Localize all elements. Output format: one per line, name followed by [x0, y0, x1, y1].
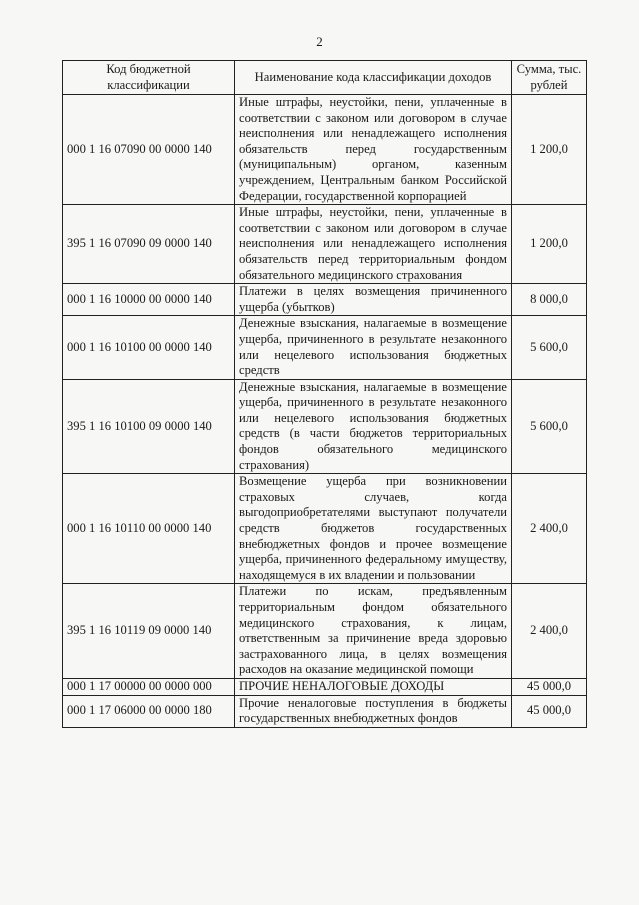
row-sum: 1 200,0 — [512, 205, 587, 284]
row-name: Иные штрафы, неустойки, пени, уплаченные в соответствии с законом или договором в случае неисполнения или ненадлежащего исполнения обязательств перед территориальным фондом обязательного медицинского страхования — [235, 205, 512, 284]
table-header-row — [63, 61, 587, 95]
header-sum: Сумма, тыс. рублей — [512, 61, 587, 95]
row-name: Денежные взыскания, налагаемые в возмещение ущерба, причиненного в результате незаконного или нецелевого использования бюджетных средств — [235, 316, 512, 379]
row-sum: 8 000,0 — [512, 284, 587, 316]
row-sum: 45 000,0 — [512, 678, 587, 695]
row-sum: 2 400,0 — [512, 584, 587, 679]
table-row — [63, 316, 587, 379]
row-code: 395 1 16 10100 09 0000 140 — [63, 379, 235, 474]
row-code: 000 1 16 07090 00 0000 140 — [63, 95, 235, 205]
table-row — [63, 678, 587, 695]
header-name: Наименование кода классификации доходов — [235, 61, 512, 95]
row-code: 000 1 16 10000 00 0000 140 — [63, 284, 235, 316]
table-row — [63, 474, 587, 584]
header-code: Код бюджетной классификации — [63, 61, 235, 95]
row-name: Возмещение ущерба при возникновении страховых случаев, когда выгодоприобретателями выступают получатели средств бюджетов государственных внебюджетных фондов и прочее возмещение ущерба, причиненного федеральному имуществу, находящемуся в их владении и пользовании — [235, 474, 512, 584]
table-row — [63, 284, 587, 316]
row-sum: 1 200,0 — [512, 95, 587, 205]
row-sum: 45 000,0 — [512, 695, 587, 727]
row-name: Платежи в целях возмещения причиненного ущерба (убытков) — [235, 284, 512, 316]
table-row — [63, 95, 587, 205]
row-code: 395 1 16 07090 09 0000 140 — [63, 205, 235, 284]
table-row — [63, 379, 587, 474]
table-row — [63, 584, 587, 679]
row-code: 395 1 16 10119 09 0000 140 — [63, 584, 235, 679]
row-code: 000 1 16 10110 00 0000 140 — [63, 474, 235, 584]
table-row — [63, 695, 587, 727]
row-name: Иные штрафы, неустойки, пени, уплаченные в соответствии с законом или договором в случае неисполнения или ненадлежащего исполнения обязательств перед государственным (муниципальным) органом, казенным учреждением, Центральным банком Российской Федерации, государственной корпорацией — [235, 95, 512, 205]
row-sum: 5 600,0 — [512, 316, 587, 379]
row-name: ПРОЧИЕ НЕНАЛОГОВЫЕ ДОХОДЫ — [235, 678, 512, 695]
row-sum: 5 600,0 — [512, 379, 587, 474]
row-name: Денежные взыскания, налагаемые в возмещение ущерба, причиненного в результате незаконного или нецелевого использования бюджетных средств (в части бюджетов территориальных фондов обязательного медицинского страхования) — [235, 379, 512, 474]
page-number: 2 — [316, 34, 323, 49]
row-code: 000 1 17 00000 00 0000 000 — [63, 678, 235, 695]
row-code: 000 1 17 06000 00 0000 180 — [63, 695, 235, 727]
row-code: 000 1 16 10100 00 0000 140 — [63, 316, 235, 379]
budget-revenue-table — [62, 60, 587, 728]
table-row — [63, 205, 587, 284]
row-name: Платежи по искам, предъявленным территориальным фондом обязательного медицинского страхования, к лицам, ответственным за причинение вреда здоровью застрахованного лица, в целях возмещения расходов на оказание медицинской помощи — [235, 584, 512, 679]
row-name: Прочие неналоговые поступления в бюджеты государственных внебюджетных фондов — [235, 695, 512, 727]
row-sum: 2 400,0 — [512, 474, 587, 584]
